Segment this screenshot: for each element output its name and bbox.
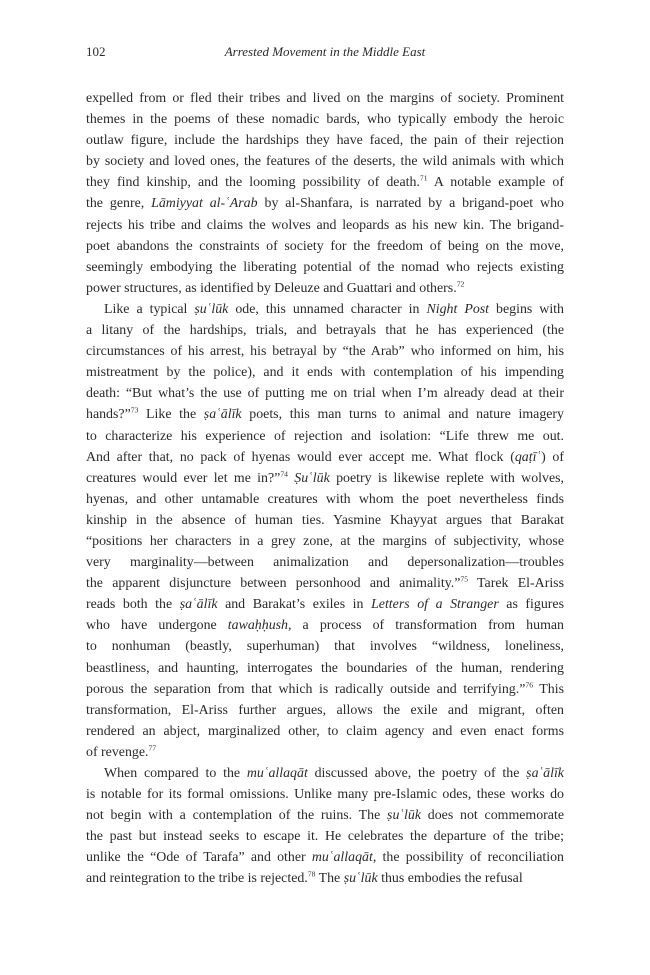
text-run: power structures, as identified by Deleuze and Guattari and others. (86, 280, 457, 296)
text-run: does not commemorate (421, 808, 564, 824)
text-run: ) of (541, 449, 564, 465)
text-run: and reintegration to the tribe is rejected. (86, 871, 308, 887)
text-run: very marginality—between animalization and depersonalization—troubles (86, 555, 564, 571)
text-run: begins with (489, 301, 564, 317)
text-run: This (533, 681, 565, 697)
body-text (86, 88, 564, 890)
text-line (86, 552, 564, 573)
text-run: is notable for its formal omissions. Unlike many pre-Islamic odes, these works do (86, 787, 564, 803)
page-number: 102 (86, 44, 106, 59)
text-run: The (315, 871, 344, 887)
text-line (86, 573, 564, 594)
text-line (86, 193, 564, 214)
text-line (86, 658, 564, 679)
text-line (86, 805, 564, 826)
text-line (86, 763, 564, 784)
text-run: the genre, (86, 196, 152, 212)
italic-term: muʿallaqāt (311, 850, 373, 866)
text-line (86, 341, 564, 362)
text-run: Like the (138, 407, 204, 423)
text-run: and Barakat’s exiles in (217, 597, 372, 613)
text-run: Tarek El-Ariss (468, 576, 564, 592)
text-run: Like a typical (104, 301, 195, 317)
text-run: to nonhuman (beastly, superhuman) that involves “wildness, loneliness, (86, 639, 564, 655)
italic-term: ṣuʿlūk (194, 301, 229, 317)
text-run: ode, this unnamed character in (228, 301, 427, 317)
text-run: unlike the “Ode of Tarafa” and other (86, 850, 312, 866)
text-run: expelled from or fled their tribes and lived on the margins of society. Prominent (86, 91, 564, 106)
running-header (86, 44, 564, 64)
footnote-marker: 73 (130, 405, 139, 415)
text-run: not begin with a contemplation of the ruins. The (86, 808, 388, 824)
text-line (86, 257, 564, 278)
italic-term: Lāmiyyat al-ʿArab (151, 196, 258, 212)
running-title: Arrested Movement in the Middle East (224, 44, 426, 59)
footnote-marker: 74 (280, 469, 288, 479)
text-line (86, 109, 564, 130)
text-line (86, 847, 564, 868)
text-run: rejects his tribe and claims the wolves and leopards as his new kin. The brigand- (86, 217, 564, 233)
text-line (86, 468, 564, 489)
text-run: a litany of the hardships, trials, and betrayals that he has experienced (the (86, 323, 564, 339)
italic-term: ṣaʿālīk (179, 597, 218, 613)
text-run: poet abandons the constraints of society for the freedom of being on the move, (86, 238, 564, 254)
text-run: as figures (498, 597, 564, 613)
text-line (86, 172, 564, 193)
text-run: porous the separation from that which is radically outside and terrifying.” (86, 681, 526, 697)
text-line (86, 320, 564, 341)
italic-term: ṣaʿālīk (526, 766, 564, 781)
italic-term: ṣuʿlūk (343, 871, 378, 887)
footnote-marker: 78 (307, 869, 316, 879)
text-line (86, 299, 564, 320)
italic-term: Letters of a Stranger (371, 597, 499, 613)
footnote-marker: 75 (460, 574, 469, 584)
text-run: transformation, El-Ariss further argues, allows the exile and migrant, often (86, 702, 564, 718)
text-line (86, 215, 564, 236)
text-line (86, 636, 564, 657)
text-run: to characterize his experience of rejection and isolation: “Life threw me out. (86, 428, 564, 444)
text-run: seemingly embodying the liberating potential of the nomad who rejects existing (86, 259, 564, 275)
text-run: by al-Shanfara, is narrated by a brigand-poet who (257, 196, 564, 212)
text-line (86, 594, 564, 615)
text-run: the apparent disjuncture between personhood and animality.” (86, 576, 461, 592)
text-run: themes in the poems of these nomadic bards, who typically embody the heroic (86, 112, 564, 128)
text-run: of revenge. (86, 744, 149, 760)
italic-term: ṣaʿālīk (203, 407, 242, 423)
text-run: who have undergone (86, 618, 228, 634)
text-run: by society and loved ones, the features of the deserts, the wild animals with which (86, 154, 564, 170)
paragraph (86, 763, 564, 890)
text-line (86, 826, 564, 847)
text-line (86, 615, 564, 636)
text-line (86, 404, 564, 425)
text-line (86, 868, 564, 889)
text-run: hands?” (86, 407, 131, 423)
paragraph (86, 299, 564, 763)
text-run: death: “But what’s the use of putting me on trial when I’m already dead at their (86, 386, 564, 402)
text-line (86, 426, 564, 447)
text-run: rendered an abject, marginalized other, to claim agency and even enact forms (86, 723, 564, 739)
text-run: outlaw figure, include the hardships they have faced, the pain of their rejection (86, 133, 564, 149)
text-line (86, 489, 564, 510)
text-run: A notable example of (427, 175, 564, 191)
text-run: reads both the (86, 597, 180, 613)
text-run: thus embodies the refusal (377, 871, 523, 887)
italic-term: muʿallaqāt (246, 766, 308, 781)
text-line (86, 447, 564, 468)
text-run: kinship in the absence of human ties. Yasmine Khayyat argues that Barakat (86, 512, 564, 528)
text-line (86, 784, 564, 805)
footnote-marker: 72 (456, 279, 465, 289)
text-line (86, 151, 564, 172)
text-run: And after that, no pack of hyenas would ever accept me. What flock ( (86, 449, 515, 465)
footnote-marker: 76 (525, 680, 533, 689)
paragraph (86, 88, 564, 299)
text-line (86, 278, 564, 299)
text-line (86, 362, 564, 383)
text-run: poets, this man turns to animal and nature imagery (241, 407, 564, 423)
text-run: discussed above, the poetry of the (307, 766, 527, 781)
text-line (86, 88, 564, 109)
text-run: poetry is likewise replete with wolves, (329, 470, 564, 486)
text-run: , the possibility of reconciliation (372, 850, 564, 866)
italic-term: Ṣuʿlūk (294, 470, 330, 486)
text-run: , a process of transformation from human (288, 618, 564, 634)
text-line (86, 531, 564, 552)
text-line (86, 130, 564, 151)
text-run: hyenas, and other untamable creatures with whom the poet nevertheless finds (86, 491, 564, 507)
text-line (86, 721, 564, 742)
footnote-marker: 77 (148, 743, 157, 753)
italic-term: tawaḥḥush (227, 618, 288, 634)
footnote-marker: 71 (419, 173, 428, 183)
text-run: beastliness, and haunting, interrogates the boundaries of the human, rendering (86, 660, 564, 676)
text-run: mistreatment by the police), and it ends with contemplation of his impending (86, 365, 564, 381)
text-run: the past but instead seeks to escape it. He celebrates the departure of the tribe; (86, 829, 564, 845)
text-run: “positions her characters in a grey zone, at the margins of subjectivity, whose (86, 533, 564, 549)
text-line (86, 236, 564, 257)
text-run: When compared to the (104, 766, 247, 781)
italic-term: Night Post (426, 301, 490, 317)
text-line (86, 510, 564, 531)
text-line (86, 679, 564, 700)
text-run: they find kinship, and the looming possibility of death. (86, 175, 420, 191)
text-line (86, 383, 564, 404)
text-line (86, 700, 564, 721)
italic-term: qaṭīʿ (514, 449, 542, 465)
text-line (86, 742, 564, 763)
text-run: circumstances of his arrest, his betrayal by “the Arab” who informed on him, his (86, 344, 564, 360)
text-run: creatures would ever let me in?” (86, 470, 281, 486)
italic-term: ṣuʿlūk (387, 808, 421, 824)
